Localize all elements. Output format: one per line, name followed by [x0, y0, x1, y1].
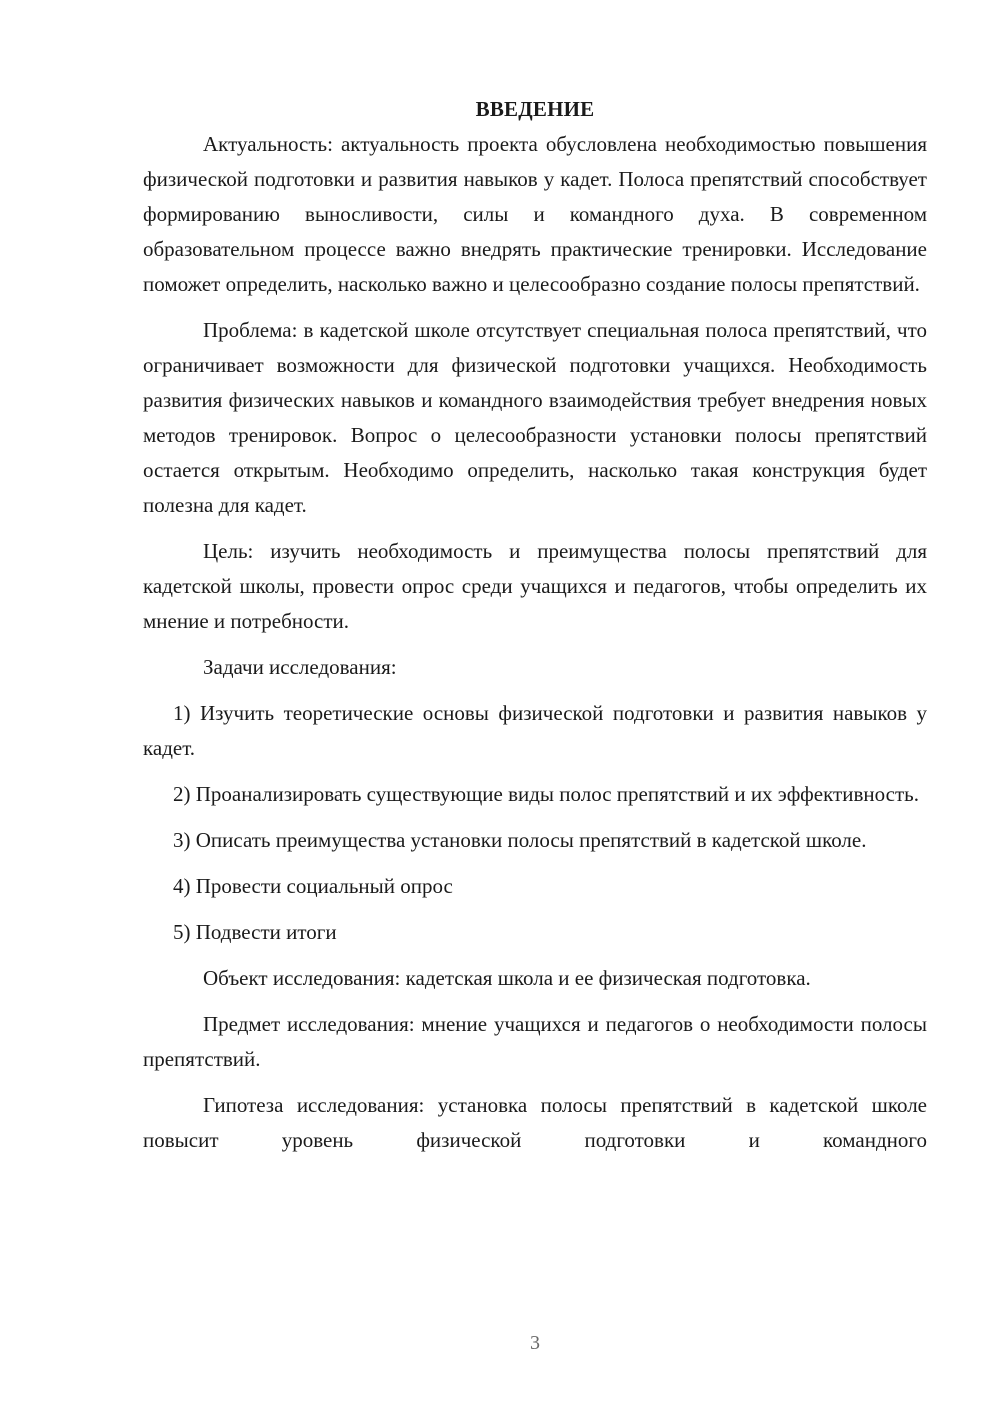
problem-paragraph: Проблема: в кадетской школе отсутствует специальная полоса препятствий, что ограничивает возможности для физической подготовки учащихся. Необходимость развития физических навыков и командного взаимодействия требует внедрения новых методов тренировок. Вопрос о целесообразности установки полосы препятствий остается открытым. Необходимо определить, насколько такая конструкция будет полезна для кадет.	[143, 318, 927, 517]
tasks-heading: Задачи исследования:	[203, 655, 397, 679]
task-item-5: 5) Подвести итоги	[173, 920, 337, 944]
subject-paragraph: Предмет исследования: мнение учащихся и педагогов о необходимости полосы препятствий.	[143, 1012, 927, 1071]
page-title: ВВЕДЕНИЕ	[475, 97, 595, 121]
task-item-3: 3) Описать преимущества установки полосы препятствий в кадетской школе.	[173, 828, 867, 852]
hypothesis-paragraph: Гипотеза исследования: установка полосы препятствий в кадетской школе повысит уровень физической подготовки и командного	[143, 1093, 927, 1152]
relevance-paragraph: Актуальность: актуальность проекта обусловлена необходимостью повышения физической подготовки и развития навыков у кадет. Полоса препятствий способствует формированию выносливости, силы и командного духа. В современном образовательном процессе важно внедрять практические тренировки. Исследование поможет определить, насколько важно и целесообразно создание полосы препятствий.	[143, 132, 927, 296]
object-paragraph: Объект исследования: кадетская школа и ее физическая подготовка.	[203, 966, 811, 990]
page-number: 3	[530, 1332, 540, 1354]
task-item-2: 2) Проанализировать существующие виды полос препятствий и их эффективность.	[173, 782, 919, 806]
goal-paragraph: Цель: изучить необходимость и преимущества полосы препятствий для кадетской школы, провести опрос среди учащихся и педагогов, чтобы определить их мнение и потребности.	[143, 539, 927, 633]
document-page	[143, 92, 927, 1169]
task-item-4: 4) Провести социальный опрос	[173, 874, 453, 898]
task-item-1: 1) Изучить теоретические основы физической подготовки и развития навыков у кадет.	[143, 701, 927, 760]
